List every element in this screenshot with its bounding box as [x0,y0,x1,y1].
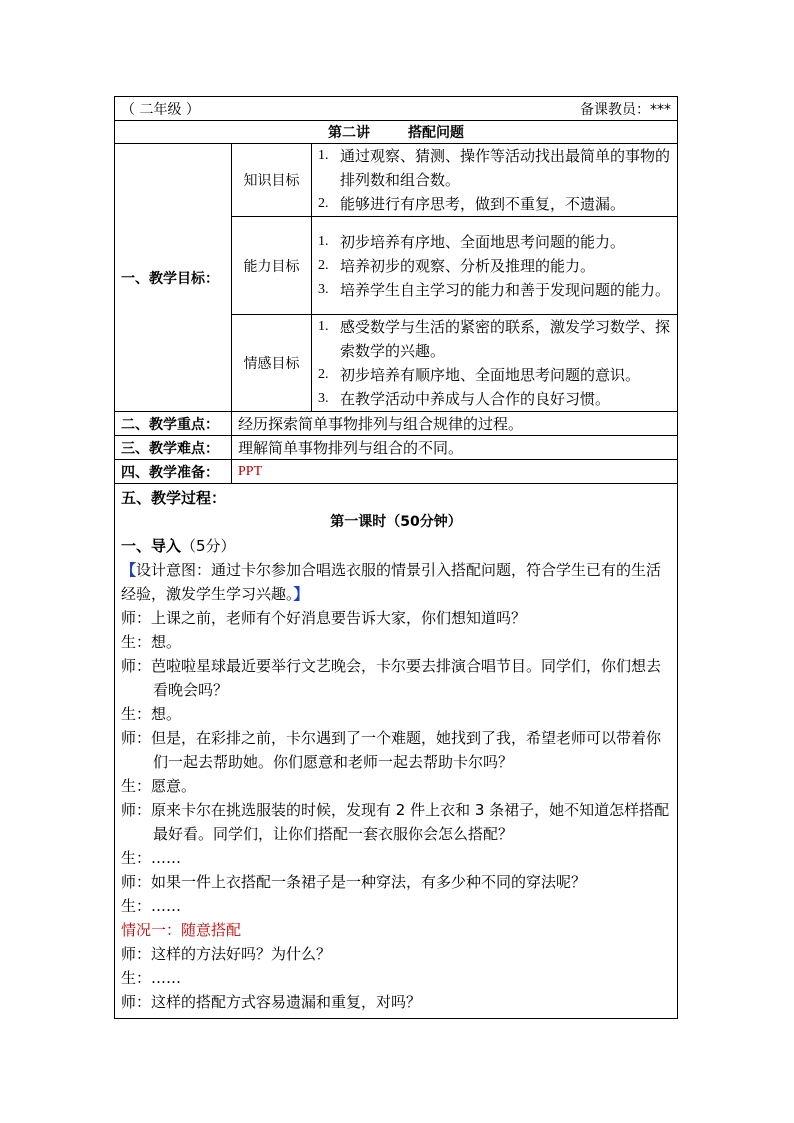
list-item: 1. 感受数学与生活的紧密的联系，激发学习数学、探索数学的兴趣。 [318,318,671,360]
dialogue-line: 生：…… [121,897,182,915]
emotion-goal-list [318,315,671,411]
knowledge-goal-list [318,144,671,216]
title-row [115,121,678,144]
design-intent: 【设计意图：通过卡尔参加合唱选衣服的情景引入搭配问题，符合学生已有的生活经验，激发学生学习兴趣。】 [121,561,662,603]
lecture-number: 第二讲 [328,125,370,141]
process-label: 五、教学过程： [121,489,227,507]
dialogue-line: 生：想。 [121,633,182,651]
preparation-row [115,460,678,484]
difficulty-row [115,436,678,460]
grade-label: （ 二年级 ） [121,101,200,118]
key-point-text: 经历探索简单事物排列与组合规律的过程。 [232,412,678,436]
goals-label: 一、教学目标： [115,144,232,412]
teacher-label: 备课教员：*** [580,101,671,118]
key-point-label: 二、教学重点： [115,412,232,436]
dialogue-line: 生：愿意。 [121,777,197,795]
ability-goal-list [318,230,671,302]
lesson-title: 第一课时（50分钟） [330,514,462,530]
list-item: 2. 培养初步的观察、分析及推理的能力。 [318,256,596,275]
list-item: 3. 培养学生自主学习的能力和善于发现问题的能力。 [318,280,671,299]
dialogue-line: 师：这样的搭配方式容易遗漏和重复，对吗？ [121,993,422,1011]
dialogue-line: 生：想。 [121,705,182,723]
knowledge-goal-label: 知识目标 [232,144,312,217]
preparation-label: 四、教学准备： [115,460,232,484]
header-row [115,97,678,121]
preparation-text: PPT [232,460,678,484]
dialogue-line: 生：…… [121,849,182,867]
section-heading: 一、导入（5分） [121,537,236,555]
list-item: 3. 在教学活动中养成与人合作的良好习惯。 [318,390,611,408]
list-item: 2. 能够进行有序思考，做到不重复，不遗漏。 [318,195,626,213]
dialogue-line: 师：这样的方法好吗？为什么？ [121,945,332,963]
process-row [115,484,678,1019]
dialogue-line: 师：原来卡尔在挑选服装的时候，发现有 2 件上衣和 3 条裙子，她不知道怎样搭配最好看。同学们，让你们搭配一套衣服你会怎么搭配？ [121,801,670,843]
dialogue-line: 师：但是，在彩排之前，卡尔遇到了一个难题，她找到了我，希望老师可以带着你们一起去帮助她。你们愿意和老师一起去帮助卡尔吗？ [121,729,662,771]
lesson-plan-table [114,96,678,1019]
list-item: 1. 初步培养有序地、全面地思考问题的能力。 [318,232,626,251]
case-label: 情况一：随意搭配 [121,921,242,939]
dialogue-line: 师：如果一件上衣搭配一条裙子是一种穿法，有多少种不同的穿法呢？ [121,873,587,891]
key-point-row [115,412,678,436]
dialogue-line: 师：芭啦啦星球最近要举行文艺晚会，卡尔要去排演合唱节目。同学们，你们想去看晚会吗？ [121,657,662,699]
dialogue-line: 生：…… [121,969,182,987]
lecture-topic: 搭配问题 [408,125,464,141]
goal-row-knowledge [115,144,678,217]
difficulty-label: 三、教学难点： [115,436,232,460]
list-item: 1. 通过观察、猜测、操作等活动找出最简单的事物的排列数和组合数。 [318,147,671,189]
list-item: 2. 初步培养有顺序地、全面地思考问题的意识。 [318,366,641,384]
ability-goal-label: 能力目标 [232,217,312,315]
difficulty-text: 理解简单事物排列与组合的不同。 [232,436,678,460]
emotion-goal-label: 情感目标 [232,315,312,412]
lesson-plan-page [114,96,677,1019]
dialogue-line: 师：上课之前，老师有个好消息要告诉大家，你们想知道吗？ [121,609,527,627]
